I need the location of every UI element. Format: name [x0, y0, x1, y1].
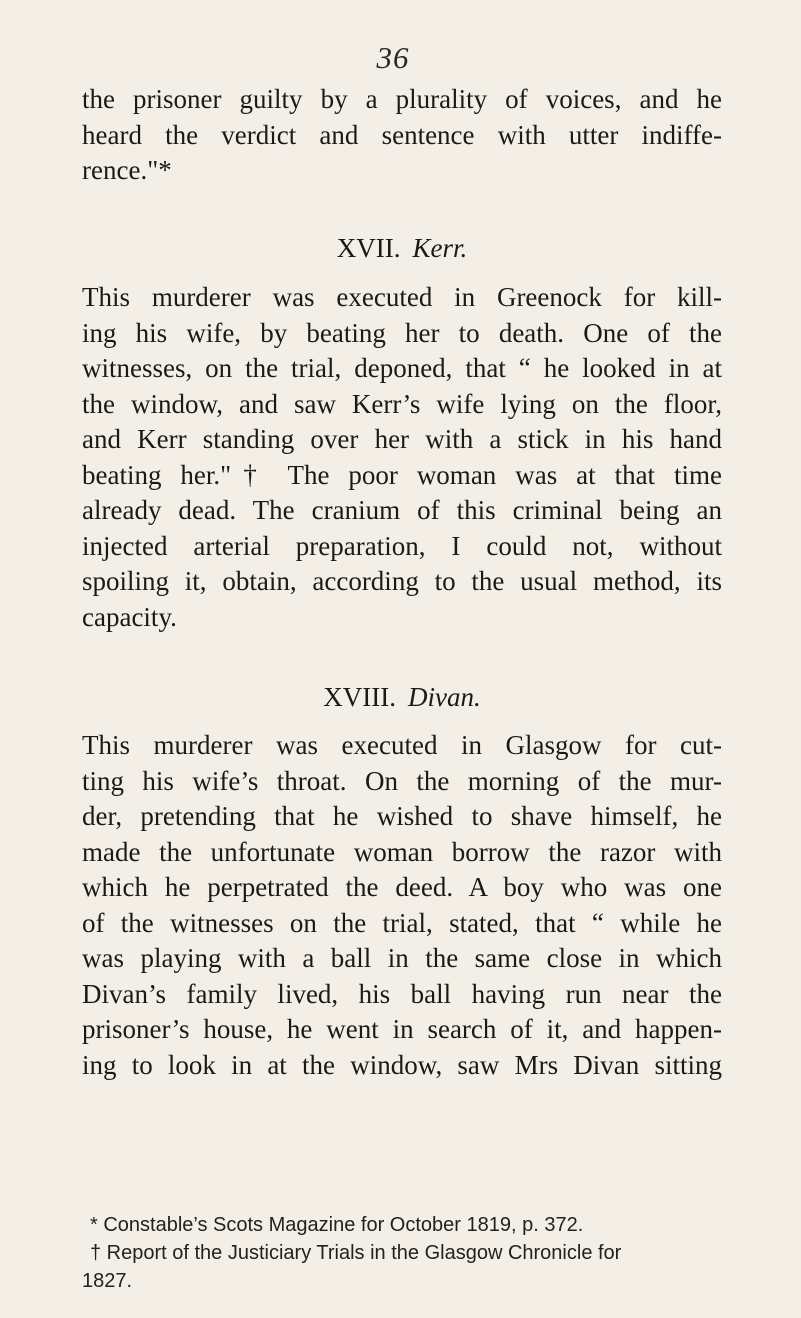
text-line: was playing with a ball in the same close in which — [82, 943, 722, 973]
text-line: ing his wife, by beating her to death. One of the — [82, 317, 722, 348]
text-line: ting his wife’s throat. On the morning of the mur- — [82, 765, 722, 796]
text-line: and Kerr standing over her with a stick in his hand — [82, 424, 722, 454]
paragraph-17 — [82, 280, 722, 635]
text-line: injected arterial preparation, I could not, without — [82, 530, 722, 561]
section-number: XVIII. — [323, 682, 396, 712]
text-line: This murderer was executed in Glasgow for cut- — [82, 730, 722, 760]
page-number: 36 — [376, 40, 410, 75]
text-line: made the unfortunate woman borrow the razor with — [82, 836, 722, 867]
text-line: which he perpetrated the deed. A boy who was one — [82, 872, 722, 902]
section-name: Kerr. — [412, 233, 468, 263]
text-line: already dead. The cranium of this criminal being an — [82, 495, 722, 525]
text-line: This murderer was executed in Greenock for kill- — [82, 282, 722, 312]
text-line: ing to look in at the window, saw Mrs Divan sitting — [82, 1049, 722, 1080]
text-line: the prisoner guilty by a plurality of voices, and he — [82, 84, 722, 114]
text-line: rence."* — [82, 155, 172, 185]
text-line: of the witnesses on the trial, stated, that “ while he — [82, 907, 722, 938]
section-heading-17 — [82, 231, 722, 266]
text-line: witnesses, on the trial, deponed, that “ he looked in at — [82, 353, 722, 383]
paragraph-top — [82, 82, 722, 189]
section-number: XVII. — [336, 233, 401, 263]
text-line: the window, and saw Kerr’s wife lying on the floor, — [82, 388, 722, 419]
text-line: heard the verdict and sentence with utter indiffe- — [82, 119, 722, 150]
footnote: † Report of the Justiciary Trials in the Glasgow Chronicle for — [90, 1242, 622, 1264]
text-line: capacity. — [82, 601, 177, 632]
text-line: spoiling it, obtain, according to the usual method, its — [82, 566, 722, 596]
text-line: prisoner’s house, he went in search of it, and happen- — [82, 1014, 722, 1044]
paragraph-18 — [82, 728, 722, 1083]
footnotes — [82, 1211, 727, 1295]
section-heading-18 — [82, 680, 722, 715]
text-line: der, pretending that he wished to shave himself, he — [82, 801, 722, 831]
footnote: 1827. — [82, 1270, 133, 1292]
footnote: * Constable’s Scots Magazine for October 1819, p. 372. — [90, 1214, 584, 1236]
section-name: Divan. — [408, 682, 481, 712]
text-line: Divan’s family lived, his ball having run near the — [82, 978, 722, 1009]
text-line: beating her."† The poor woman was at that time — [82, 459, 722, 490]
